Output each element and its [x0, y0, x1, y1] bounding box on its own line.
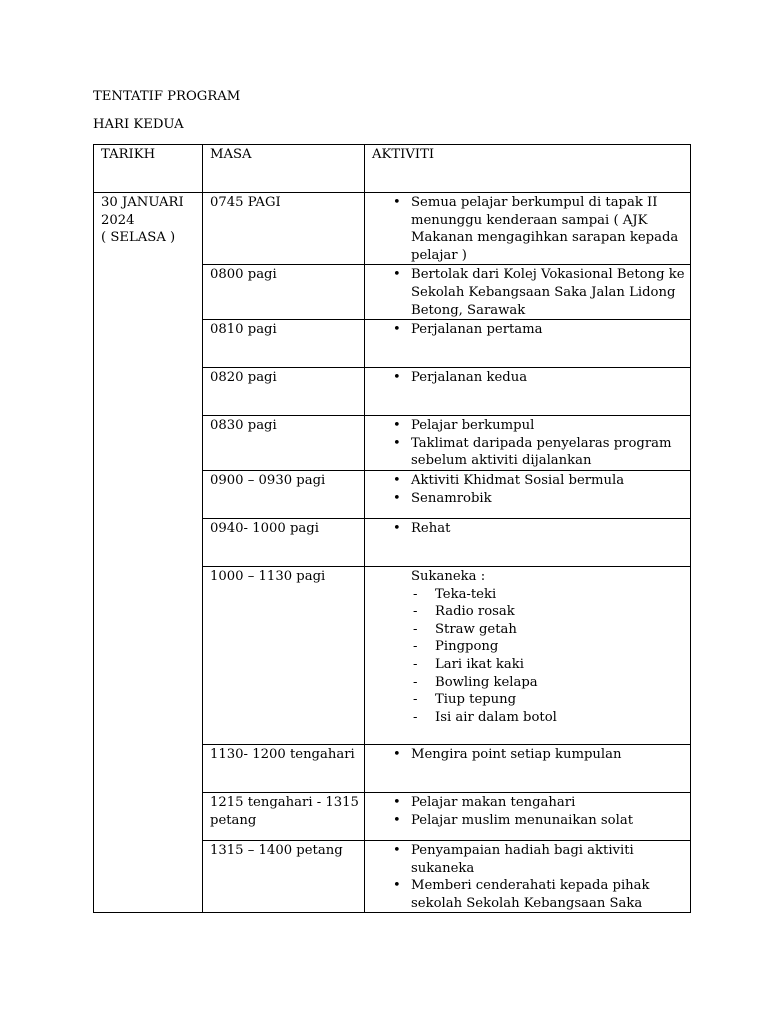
aktiviti-cell — [365, 566, 691, 744]
masa-text: 0830 pagi — [210, 418, 277, 434]
table-row — [94, 193, 691, 265]
tarikh-line: 30 JANUARI — [101, 195, 184, 210]
activity-bullet-list — [365, 417, 690, 470]
activity-bullet-list — [365, 520, 690, 538]
masa-cell — [203, 470, 365, 518]
header-aktiviti: AKTIVITI — [365, 145, 691, 193]
aktiviti-cell — [365, 518, 691, 566]
masa-text: 0745 PAGI — [210, 195, 281, 210]
aktiviti-cell — [365, 744, 691, 792]
masa-text: 1215 tengahari - 1315 petang — [210, 794, 359, 828]
table-header-row — [94, 145, 691, 193]
sukaneka-item: - Tiup tepung — [365, 691, 690, 709]
activity-bullet-list — [365, 472, 690, 507]
schedule-table — [93, 144, 691, 913]
masa-cell — [203, 840, 365, 912]
header-masa: MASA — [203, 145, 365, 193]
sukaneka-item: - Radio rosak — [365, 603, 690, 621]
activity-bullet-item: • Pelajar berkumpul — [365, 417, 690, 435]
masa-cell — [203, 368, 365, 416]
aktiviti-cell — [365, 840, 691, 912]
activity-bullet-item: • Perjalanan kedua — [365, 369, 690, 387]
masa-text: 0820 pagi — [210, 370, 277, 386]
document-title: TENTATIF PROGRAM — [93, 89, 241, 104]
masa-cell — [203, 744, 365, 792]
tarikh-cell — [94, 193, 203, 913]
masa-text: 1000 – 1130 pagi — [210, 568, 326, 584]
masa-text: 0800 pagi — [210, 267, 277, 283]
sukaneka-item: - Bowling kelapa — [365, 674, 690, 692]
aktiviti-cell — [365, 368, 691, 416]
masa-cell — [203, 265, 365, 320]
activity-bullet-item: • Memberi cenderahati kepada pihak sekolah Sekolah Kebangsaan Saka — [365, 877, 690, 912]
activity-bullet-item: • Bertolak dari Kolej Vokasional Betong ke Sekolah Kebangsaan Saka Jalan Lidong Betong, Sarawak — [365, 266, 690, 319]
sukaneka-item: - Lari ikat kaki — [365, 656, 690, 674]
masa-text: 0810 pagi — [210, 322, 277, 338]
sukaneka-item: - Isi air dalam botol — [365, 709, 690, 727]
activity-bullet-item: • Penyampaian hadiah bagi aktiviti sukaneka — [365, 842, 690, 877]
header-tarikh: TARIKH — [94, 145, 203, 193]
activity-bullet-list — [365, 194, 690, 264]
activity-bullet-item: • Senamrobik — [365, 490, 690, 508]
masa-text: 0900 – 0930 pagi — [210, 472, 326, 488]
masa-text: 0940- 1000 pagi — [210, 520, 319, 536]
activity-bullet-list — [365, 266, 690, 319]
activity-bullet-item: • Taklimat daripada penyelaras program sebelum aktiviti dijalankan — [365, 435, 690, 470]
sukaneka-item: - Straw getah — [365, 621, 690, 639]
masa-cell — [203, 320, 365, 368]
activity-bullet-item: • Pelajar makan tengahari — [365, 794, 690, 812]
activity-bullet-item: • Mengira point setiap kumpulan — [365, 746, 690, 764]
aktiviti-cell — [365, 320, 691, 368]
tarikh-line: ( SELASA ) — [101, 230, 176, 246]
masa-cell — [203, 193, 365, 265]
masa-cell — [203, 518, 365, 566]
aktiviti-cell — [365, 193, 691, 265]
activity-bullet-item: • Pelajar muslim menunaikan solat — [365, 812, 690, 830]
activity-bullet-list — [365, 842, 690, 912]
activity-bullet-list — [365, 746, 690, 764]
activity-bullet-item: • Semua pelajar berkumpul di tapak II menunggu kenderaan sampai ( AJK Makanan mengagihkan sarapan kepada pelajar ) — [365, 194, 690, 264]
activity-bullet-item: • Rehat — [365, 520, 690, 538]
schedule-body — [94, 193, 691, 913]
aktiviti-cell — [365, 265, 691, 320]
activity-bullet-list — [365, 321, 690, 339]
sukaneka-list — [365, 586, 690, 727]
masa-text: 1130- 1200 tengahari — [210, 746, 355, 762]
tarikh-line: 2024 — [101, 212, 135, 228]
activity-bullet-list — [365, 369, 690, 387]
masa-text: 1315 – 1400 petang — [210, 842, 343, 858]
aktiviti-cell — [365, 470, 691, 518]
masa-cell — [203, 792, 365, 840]
sukaneka-item: - Pingpong — [365, 638, 690, 656]
activity-bullet-item: • Aktiviti Khidmat Sosial bermula — [365, 472, 690, 490]
masa-cell — [203, 416, 365, 471]
sukaneka-title: Sukaneka : — [411, 568, 486, 584]
aktiviti-cell — [365, 416, 691, 471]
sukaneka-item: - Teka-teki — [365, 586, 690, 604]
masa-cell — [203, 566, 365, 744]
document-subtitle: HARI KEDUA — [93, 117, 184, 132]
activity-bullet-item: • Perjalanan pertama — [365, 321, 690, 339]
aktiviti-cell — [365, 792, 691, 840]
activity-bullet-list — [365, 794, 690, 829]
